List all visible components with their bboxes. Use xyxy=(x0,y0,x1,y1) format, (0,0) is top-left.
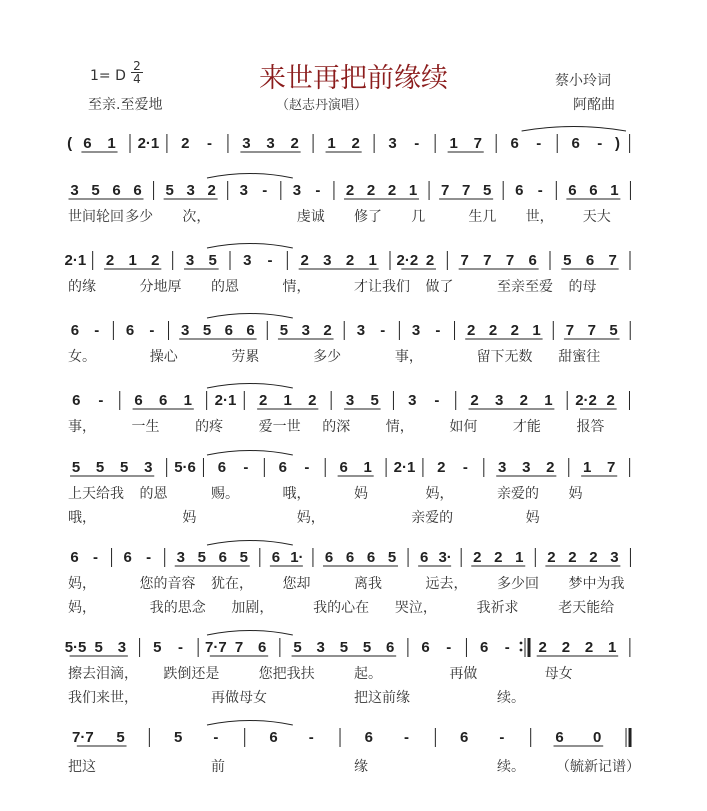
lyric: 虔诚 xyxy=(296,209,325,225)
note: 6 xyxy=(217,459,227,476)
note: 3 xyxy=(242,135,251,152)
note: 6 xyxy=(134,392,143,409)
lyric: 做了 xyxy=(425,279,454,295)
note: 2 xyxy=(258,392,268,409)
note: 6 xyxy=(571,135,580,152)
note: 6 xyxy=(568,182,577,199)
note: - xyxy=(404,729,410,746)
note: - xyxy=(146,549,152,566)
lyric: 事， xyxy=(394,349,423,365)
note: - xyxy=(537,182,543,199)
note: 7 xyxy=(440,182,450,199)
lyric: 梦中为我 xyxy=(568,576,625,592)
lyric: 远去， xyxy=(425,576,468,592)
lyric: 修了 xyxy=(354,209,382,225)
note: 2 xyxy=(300,252,309,269)
note: - xyxy=(304,459,310,476)
lyric: 多少 xyxy=(313,349,342,365)
note: - xyxy=(434,392,440,409)
note: 2 xyxy=(437,459,446,476)
note: 5 xyxy=(202,322,212,339)
note: 2·1 xyxy=(393,459,416,476)
note: 3 xyxy=(388,135,397,152)
note: - xyxy=(98,392,104,409)
note: 5 xyxy=(293,639,302,656)
note: 3 xyxy=(186,182,195,199)
note: 2 xyxy=(308,392,317,409)
note: 6 xyxy=(112,182,121,199)
lyric: 跌倒还是 xyxy=(163,666,220,682)
note: 1 xyxy=(107,135,116,152)
note: 1 xyxy=(515,549,524,566)
note: 3 xyxy=(266,135,275,152)
note: 5 xyxy=(71,459,81,476)
note: 5 xyxy=(563,252,572,269)
note: 6 xyxy=(324,549,334,566)
note: 6 xyxy=(70,322,80,339)
note: 2 xyxy=(494,549,503,566)
note: 2 xyxy=(568,549,577,566)
lyric-verse-2: 妈 xyxy=(525,510,540,526)
lyric-verse-2: 妈， xyxy=(296,510,325,526)
note: 6 xyxy=(159,392,168,409)
note: 7 xyxy=(460,252,469,269)
note: 3 xyxy=(117,639,127,656)
note: 5 xyxy=(174,729,183,746)
note: 6 xyxy=(460,729,469,746)
note: 6 xyxy=(585,252,595,269)
lyric: 留下无数 xyxy=(476,349,533,365)
note: 6 xyxy=(528,252,537,269)
note: 6 xyxy=(479,639,489,656)
note: - xyxy=(414,135,420,152)
note: 3 xyxy=(239,182,248,199)
note: - xyxy=(380,322,386,339)
note: 5 xyxy=(197,549,206,566)
transcriber-credit: （毓新记谱） xyxy=(556,759,640,775)
lyric: 的深 xyxy=(322,419,351,435)
note: - xyxy=(262,182,268,199)
note: 3 xyxy=(70,182,79,199)
note: 3 xyxy=(522,459,531,476)
note: 2 xyxy=(547,549,556,566)
time-signature-top: 2 xyxy=(133,59,141,73)
lyric: 把这 xyxy=(68,759,96,775)
note: 5 xyxy=(208,252,217,269)
note: 1 xyxy=(532,322,541,339)
repeat-dot xyxy=(520,649,523,652)
note: 2 xyxy=(351,135,360,152)
note: 2 xyxy=(510,322,519,339)
lyric: 妈 xyxy=(568,486,583,502)
lyric: 分地厚 xyxy=(139,279,182,295)
note: 0 xyxy=(593,729,602,746)
note: 2 xyxy=(589,549,598,566)
note: 2·1 xyxy=(137,135,160,152)
note: 2 xyxy=(546,459,555,476)
note: 5·6 xyxy=(174,459,196,476)
lyric: 报答 xyxy=(576,419,605,435)
slur xyxy=(207,541,293,546)
lyric: 一生 xyxy=(131,419,160,435)
lyric: 哦， xyxy=(282,486,311,502)
note: 7 xyxy=(565,322,575,339)
note: 6 xyxy=(269,729,278,746)
lyric: 至亲至爱 xyxy=(497,279,553,295)
note: 5·5 xyxy=(64,639,87,656)
repeat-dot xyxy=(520,642,523,645)
lyric: 亲爱的 xyxy=(497,486,539,502)
note: - xyxy=(435,322,441,339)
lyric-verse-2: 把这前缘 xyxy=(354,690,410,706)
note: 1 xyxy=(128,252,137,269)
note: 7 xyxy=(234,639,244,656)
note: 1 xyxy=(368,252,377,269)
note: 6 xyxy=(421,639,430,656)
bracket: ( xyxy=(67,135,73,152)
lyric: 天大 xyxy=(582,209,611,225)
time-signature-bottom: 4 xyxy=(133,72,141,86)
note: 6 xyxy=(278,459,287,476)
note: 6 xyxy=(70,549,79,566)
slur xyxy=(207,631,293,636)
note: - xyxy=(206,135,212,152)
lyric: 甜蜜往 xyxy=(558,349,601,365)
note: 7 xyxy=(607,459,616,476)
note: 3 xyxy=(610,549,619,566)
note: 3 xyxy=(498,459,507,476)
note: 6 xyxy=(224,322,233,339)
note: 1 xyxy=(544,392,553,409)
lyric-verse-2: 续。 xyxy=(497,690,525,706)
note: 6 xyxy=(123,549,132,566)
note: 6 xyxy=(125,322,135,339)
note: 5 xyxy=(153,639,162,656)
lyric: 爱一世 xyxy=(258,419,301,435)
note: - xyxy=(499,729,505,746)
note: 6 xyxy=(515,182,524,199)
lyric: 如何 xyxy=(449,419,478,435)
note: 5 xyxy=(482,182,492,199)
note: 6 xyxy=(83,135,92,152)
note: - xyxy=(213,729,219,746)
note: 2·1 xyxy=(64,252,87,269)
note: 6 xyxy=(345,549,355,566)
lyric-verse-2: 我的心在 xyxy=(313,600,370,616)
lyric: 妈 xyxy=(354,486,368,502)
lyric: 的缘 xyxy=(68,279,96,295)
note: 3 xyxy=(356,322,366,339)
note: 2 xyxy=(151,252,160,269)
lyric: 擦去泪滴， xyxy=(68,666,138,682)
note: 6 xyxy=(271,549,281,566)
note: 3 xyxy=(144,459,153,476)
note: 5 xyxy=(387,549,397,566)
note: 2 xyxy=(181,135,190,152)
lyric: 世， xyxy=(525,209,554,225)
note: 6 xyxy=(339,459,348,476)
lyric-verse-2: 我的思念 xyxy=(149,600,206,616)
note: - xyxy=(462,459,468,476)
note: 5 xyxy=(609,322,618,339)
lyric: 缘 xyxy=(354,759,368,775)
lyric: 才让我们 xyxy=(354,279,410,295)
note: 1 xyxy=(610,182,619,199)
note: 7 xyxy=(505,252,515,269)
composer: 阿酩曲 xyxy=(573,97,615,113)
bracket: ) xyxy=(615,135,621,152)
note: 2 xyxy=(366,182,376,199)
lyric-verse-2: 老天能给 xyxy=(558,600,615,616)
note: 5 xyxy=(239,549,248,566)
note: 6 xyxy=(72,392,81,409)
note: 6 xyxy=(257,639,267,656)
slur xyxy=(207,314,293,319)
lyric: 才能 xyxy=(512,419,541,435)
lyric: 劳累 xyxy=(231,349,260,365)
note: 5 xyxy=(279,322,289,339)
note: 3 xyxy=(185,252,195,269)
note: 2 xyxy=(425,252,435,269)
note: 2 xyxy=(207,182,216,199)
note: 2 xyxy=(606,392,615,409)
song-title: 来世再把前缘续 xyxy=(259,63,448,94)
note: 3 xyxy=(345,392,355,409)
note: 5 xyxy=(94,639,103,656)
lyric: 几 xyxy=(411,209,426,225)
lyric-verse-2: 再做母女 xyxy=(211,690,267,706)
slur xyxy=(522,127,626,132)
note: 1 xyxy=(283,392,292,409)
note: 3 xyxy=(411,322,421,339)
note: 6 xyxy=(246,322,255,339)
lyric: 赐。 xyxy=(211,486,239,502)
slur xyxy=(207,721,293,726)
lyric: 情， xyxy=(282,279,311,295)
note: 3 xyxy=(408,392,417,409)
note: 6 xyxy=(510,135,519,152)
note: 2 xyxy=(323,322,332,339)
note: 2 xyxy=(290,135,299,152)
note: 2 xyxy=(473,549,482,566)
singer-subtitle: （赵志丹演唱） xyxy=(276,98,368,113)
note: - xyxy=(504,639,510,656)
slur xyxy=(207,244,293,249)
lyric: 离我 xyxy=(354,576,382,592)
note: 2 xyxy=(387,182,397,199)
lyric: 的恩 xyxy=(139,486,168,502)
lyric: 的疼 xyxy=(195,419,224,435)
slur xyxy=(207,451,293,456)
note: - xyxy=(149,322,155,339)
note: 1 xyxy=(582,459,592,476)
lyric-verse-2: 哭泣， xyxy=(394,600,437,616)
note: 3 xyxy=(494,392,504,409)
lyric: 起。 xyxy=(354,666,382,682)
note: 3 xyxy=(323,252,332,269)
lyric: 您的音容 xyxy=(139,576,196,592)
note: 5 xyxy=(116,729,125,746)
note: 6 xyxy=(555,729,564,746)
lyric: 操心 xyxy=(149,349,178,365)
note: 6 xyxy=(589,182,598,199)
note: 6 xyxy=(133,182,142,199)
note: 1 xyxy=(363,459,372,476)
note: 2 xyxy=(345,252,355,269)
note: 5 xyxy=(120,459,129,476)
lyric: 再做 xyxy=(449,666,478,682)
lyric: 犹在， xyxy=(211,576,253,592)
note: - xyxy=(94,322,100,339)
note: 2·2 xyxy=(575,392,597,409)
note: 6 xyxy=(218,549,227,566)
lyric-verse-2: 加剧， xyxy=(231,600,274,616)
note: - xyxy=(536,135,542,152)
note: 3 xyxy=(176,549,185,566)
note: 2 xyxy=(470,392,479,409)
note: 5 xyxy=(95,459,105,476)
lyric: 前 xyxy=(211,759,225,775)
note: 6 xyxy=(366,549,376,566)
lyric: 情， xyxy=(385,419,414,435)
note: 2·1 xyxy=(214,392,237,409)
note: 7 xyxy=(473,135,482,152)
note: 2 xyxy=(488,322,498,339)
note: 6 xyxy=(386,639,395,656)
note: 6 xyxy=(419,549,429,566)
note: 3 xyxy=(292,182,302,199)
lyric: 妈， xyxy=(68,576,96,592)
note: 2 xyxy=(467,322,476,339)
note: 7·7 xyxy=(72,729,94,746)
note: 6 xyxy=(364,729,374,746)
note: 7 xyxy=(483,252,492,269)
lyric: 的母 xyxy=(568,279,597,295)
lyric: 妈， xyxy=(425,486,454,502)
note: 5 xyxy=(370,392,379,409)
note: - xyxy=(308,729,314,746)
lyric-verse-2: 妈， xyxy=(68,600,96,616)
note: 5 xyxy=(362,639,372,656)
lyric-verse-2: 我祈求 xyxy=(476,600,519,616)
lyric-verse-2: 哦， xyxy=(68,510,96,526)
note: - xyxy=(446,639,452,656)
lyric: 上天给我 xyxy=(68,486,124,502)
lyric-verse-2: 亲爱的 xyxy=(411,510,454,526)
note: 3 xyxy=(301,322,310,339)
dedication: 至亲.至爱地 xyxy=(88,97,163,113)
note: - xyxy=(93,549,99,566)
lyric: 事， xyxy=(68,419,96,435)
lyric: 的恩 xyxy=(211,279,239,295)
note: 7 xyxy=(608,252,617,269)
note: 1 xyxy=(449,135,458,152)
slur xyxy=(207,384,293,389)
note: 2 xyxy=(561,639,571,656)
note: 1 xyxy=(408,182,418,199)
lyric: 多少回 xyxy=(497,576,539,592)
note: 2·2 xyxy=(396,252,419,269)
note: 7 xyxy=(461,182,471,199)
note: 1 xyxy=(327,135,336,152)
lyric-verse-2: 妈 xyxy=(182,510,197,526)
lyricist: 蔡小玲词 xyxy=(555,73,611,89)
lyric: 生几 xyxy=(468,209,497,225)
lyric: 您把我扶 xyxy=(258,666,315,682)
note: 5 xyxy=(165,182,174,199)
lyric: 母女 xyxy=(544,666,573,682)
lyric: 世间轮回 xyxy=(68,209,124,225)
note: 7 xyxy=(587,322,596,339)
note: 2 xyxy=(519,392,528,409)
note: 2 xyxy=(538,639,547,656)
note: - xyxy=(243,459,249,476)
note: 2 xyxy=(584,639,594,656)
lyric: 续。 xyxy=(497,759,525,775)
lyric: 多少 xyxy=(125,209,154,225)
note: 1· xyxy=(290,549,304,566)
note: 3 xyxy=(181,322,190,339)
note: - xyxy=(597,135,603,152)
note: 3 xyxy=(316,639,325,656)
note: 2 xyxy=(345,182,355,199)
key-signature: 1= D xyxy=(90,68,126,84)
note: 2 xyxy=(105,252,115,269)
lyric: 女。 xyxy=(68,349,96,365)
note: 5 xyxy=(91,182,100,199)
lyric: 次， xyxy=(182,209,211,225)
note: - xyxy=(315,182,321,199)
note: - xyxy=(177,639,183,656)
note: 5 xyxy=(339,639,349,656)
lyric-verse-2: 我们来世， xyxy=(68,690,138,706)
lyric: 您却 xyxy=(282,576,311,592)
slur xyxy=(207,174,293,179)
note: 1 xyxy=(183,392,192,409)
note: 1 xyxy=(607,639,617,656)
note: 3 xyxy=(243,252,252,269)
note: 3· xyxy=(438,549,452,566)
note: - xyxy=(267,252,273,269)
note: 7·7 xyxy=(205,639,227,656)
